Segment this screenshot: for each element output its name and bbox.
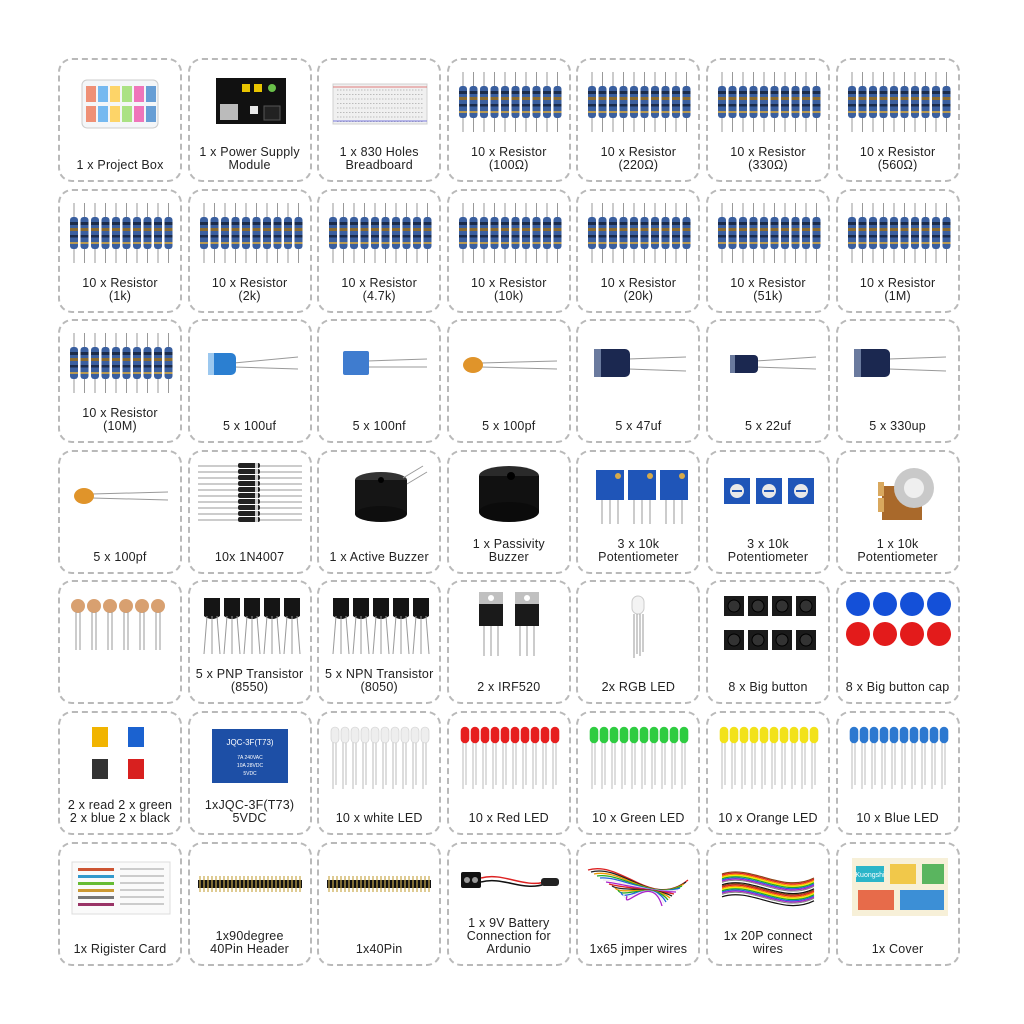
component-tile <box>706 842 830 966</box>
caption-line: 5 x 100nf <box>352 419 406 434</box>
component-tile <box>447 580 571 704</box>
led-blue-icon <box>842 719 954 791</box>
component-tile <box>447 450 571 574</box>
caption-line: 10 x Resistor <box>600 275 677 290</box>
push-button-icon <box>712 588 824 660</box>
component-tile <box>836 711 960 835</box>
caption-line: (51k) <box>753 288 783 303</box>
caption-line: 1 x Project Box <box>76 158 164 172</box>
caption-line: 5 x 330up <box>869 419 926 434</box>
caption-line: 10 x Resistor <box>471 275 547 290</box>
component-caption <box>319 668 439 694</box>
caption-line: 10 x Resistor <box>341 275 417 290</box>
component-caption <box>319 146 439 172</box>
component-caption <box>838 146 958 172</box>
component-caption <box>319 420 439 433</box>
svg-text:5VDC: 5VDC <box>242 771 257 777</box>
caption-line: (220Ω) <box>618 158 659 172</box>
caption-line: 10 x Red LED <box>468 811 549 825</box>
caption-line: 1 x 10k <box>876 536 919 551</box>
register-card-icon <box>64 850 176 922</box>
component-caption <box>449 146 569 172</box>
component-tile <box>58 319 182 443</box>
component-caption <box>190 799 310 825</box>
component-tile <box>836 842 960 966</box>
caption-line: 1x90degree <box>215 928 284 943</box>
component-tile <box>447 189 571 313</box>
caption-line: 10 x Resistor <box>600 145 677 159</box>
caption-line: (10M) <box>103 419 137 434</box>
component-caption <box>449 812 569 825</box>
component-tile <box>836 189 960 313</box>
caption-line: 1 x Active Buzzer <box>329 549 429 564</box>
caption-line: 2 x read 2 x green <box>67 798 173 812</box>
caption-line: 1 x Passivity <box>472 536 545 551</box>
caption-line: 10 x Resistor <box>859 275 936 290</box>
resistor-icon <box>712 197 824 269</box>
component-caption <box>578 681 698 694</box>
ceramic-capacitor-icon <box>453 327 565 399</box>
resistor-icon <box>582 66 694 138</box>
resistor-icon <box>842 197 954 269</box>
caption-line: 10 x Resistor <box>211 275 288 290</box>
caption-line: 1 x Power Supply <box>199 145 300 159</box>
trimmer-potentiometer-small-icon <box>712 458 824 530</box>
resistor-icon <box>194 197 306 269</box>
rgb-led-icon <box>582 588 694 660</box>
caption-line: 2 x IRF520 <box>477 680 541 695</box>
caption-line: wires <box>752 941 784 956</box>
caption-line: 10 x Green LED <box>592 811 685 825</box>
component-caption <box>190 668 310 694</box>
caption-line: 2 x blue 2 x black <box>69 811 171 825</box>
caption-line: 8 x Big button <box>728 680 808 695</box>
component-tile <box>706 450 830 574</box>
caption-line: (8050) <box>360 680 398 695</box>
pin-header-icon <box>323 850 435 922</box>
caption-line: 10 x Blue LED <box>856 811 939 825</box>
transistor-icon <box>323 588 435 660</box>
caption-line: 1xJQC-3F(T73) <box>204 798 295 812</box>
component-tile <box>58 711 182 835</box>
resistor-icon <box>453 197 565 269</box>
relay-icon <box>194 719 306 791</box>
led-green-icon <box>582 719 694 791</box>
component-caption <box>708 146 828 172</box>
caption-line: Breadboard <box>345 158 413 172</box>
component-caption <box>578 146 698 172</box>
caption-line: 1 x 830 Holes <box>339 145 419 159</box>
caption-line: 5 x 22uf <box>744 419 792 434</box>
component-caption <box>60 551 180 564</box>
caption-line: 8 x Big button cap <box>845 680 950 695</box>
caption-line: 10 x Resistor <box>859 145 936 159</box>
component-caption <box>60 159 180 172</box>
svg-text:10A 28VDC: 10A 28VDC <box>236 763 263 769</box>
component-tile <box>706 189 830 313</box>
caption-line: (100Ω) <box>488 158 529 172</box>
component-tile <box>317 842 441 966</box>
caption-line: 10 x Orange LED <box>718 811 818 825</box>
caption-line: 1x65 jmper wires <box>589 941 688 956</box>
caption-line: 40Pin Header <box>210 941 290 956</box>
caption-line: 10 x Resistor <box>730 275 806 290</box>
mosfet-icon <box>453 588 565 660</box>
electrolytic-capacitor-large-icon <box>842 327 954 399</box>
caption-line: (10k) <box>494 288 524 303</box>
resistor-icon <box>64 327 176 399</box>
electrolytic-capacitor-large-icon <box>582 327 694 399</box>
photoresistor-icon <box>64 588 176 660</box>
active-buzzer-icon <box>323 458 435 530</box>
component-caption <box>319 277 439 303</box>
caption-line: (330Ω) <box>748 158 788 172</box>
component-caption <box>449 917 569 956</box>
caption-line: (1k) <box>108 288 132 303</box>
caption-line: 5VDC <box>232 811 267 825</box>
component-caption <box>319 812 439 825</box>
button-cap-icon <box>842 588 954 660</box>
resistor-icon <box>582 197 694 269</box>
component-caption <box>60 799 180 825</box>
component-tile <box>188 189 312 313</box>
component-caption <box>578 420 698 433</box>
caption-line: (8550) <box>230 680 269 695</box>
caption-line: 10 x Resistor <box>82 406 158 421</box>
component-caption <box>708 538 828 564</box>
svg-text:JQC-3F(T73): JQC-3F(T73) <box>226 738 274 747</box>
resistor-icon <box>453 66 565 138</box>
component-tile <box>58 58 182 182</box>
caption-line: 3 x 10k <box>617 536 660 551</box>
caption-line: 1 x 9V Battery <box>468 915 550 930</box>
component-caption <box>708 930 828 956</box>
component-caption <box>190 551 310 564</box>
component-tile <box>317 580 441 704</box>
component-caption <box>578 812 698 825</box>
led-white-icon <box>323 719 435 791</box>
component-tile <box>836 580 960 704</box>
led-orange-icon <box>712 719 824 791</box>
resistor-icon <box>64 197 176 269</box>
caption-line: (20k) <box>623 288 654 303</box>
component-caption <box>578 943 698 956</box>
component-caption <box>319 551 439 564</box>
caption-line: 10 x Resistor <box>730 145 806 159</box>
component-caption <box>708 681 828 694</box>
component-caption <box>838 812 958 825</box>
component-tile <box>188 580 312 704</box>
caption-line: 10 x white LED <box>335 811 423 825</box>
component-tile <box>836 58 960 182</box>
component-caption <box>449 681 569 694</box>
component-caption <box>190 277 310 303</box>
transistor-icon <box>194 588 306 660</box>
component-caption <box>708 277 828 303</box>
component-tile <box>188 842 312 966</box>
component-tile <box>317 189 441 313</box>
svg-text:7A 240VAC: 7A 240VAC <box>236 755 263 761</box>
component-caption <box>838 538 958 564</box>
component-caption <box>449 277 569 303</box>
component-caption <box>60 407 180 433</box>
electrolytic-capacitor-small-icon <box>712 327 824 399</box>
caption-line: 5 x NPN Transistor <box>324 667 434 682</box>
component-caption <box>190 930 310 956</box>
component-tile <box>317 711 441 835</box>
component-tile <box>317 319 441 443</box>
component-tile <box>447 319 571 443</box>
film-capacitor-icon <box>323 327 435 399</box>
caption-line: Buzzer <box>488 549 529 564</box>
component-caption <box>449 538 569 564</box>
component-tile <box>706 711 830 835</box>
rotary-potentiometer-icon <box>842 458 954 530</box>
component-tile <box>58 842 182 966</box>
component-tile <box>188 711 312 835</box>
caption-line: 5 x 100pf <box>93 549 147 564</box>
component-tile <box>58 580 182 704</box>
caption-line: (560Ω) <box>877 158 918 172</box>
caption-line: 1x Cover <box>871 941 924 956</box>
jumper-wires-icon <box>582 850 694 922</box>
component-tile <box>706 58 830 182</box>
component-caption <box>190 146 310 172</box>
diode-icon <box>194 458 306 530</box>
component-tile <box>447 711 571 835</box>
component-tile <box>576 711 700 835</box>
caption-line: 10x 1N4007 <box>214 549 285 564</box>
cover-icon <box>842 850 954 922</box>
component-grid <box>58 58 964 966</box>
caption-line: Potentiometer <box>598 549 679 564</box>
caption-line: 2x RGB LED <box>601 680 676 695</box>
component-caption <box>190 420 310 433</box>
caption-line: (4.7k) <box>362 288 396 303</box>
component-tile <box>188 58 312 182</box>
component-tile <box>317 58 441 182</box>
caption-line: 1x Rigister Card <box>73 941 167 956</box>
pin-header-icon <box>194 850 306 922</box>
component-tile <box>447 58 571 182</box>
caption-line: Potentiometer <box>857 549 938 564</box>
caption-line: (1M) <box>884 288 911 303</box>
breadboard-icon <box>323 66 435 138</box>
component-tile <box>58 450 182 574</box>
project-box-icon <box>64 66 176 138</box>
ribbon-cable-icon <box>712 850 824 922</box>
component-caption <box>708 420 828 433</box>
trimmer-potentiometer-icon <box>582 458 694 530</box>
component-tile <box>576 580 700 704</box>
electrolytic-capacitor-icon <box>194 327 306 399</box>
component-tile <box>317 450 441 574</box>
component-tile <box>58 189 182 313</box>
led-red-icon <box>453 719 565 791</box>
component-caption <box>838 943 958 956</box>
caption-line: 1x40Pin <box>355 941 403 956</box>
caption-line: 1x 20P connect <box>723 928 813 943</box>
caption-line: 3 x 10k <box>747 536 789 551</box>
component-caption <box>60 943 180 956</box>
caption-line: Potentiometer <box>727 549 809 564</box>
caption-line: Module <box>228 158 271 172</box>
resistor-icon <box>712 66 824 138</box>
component-tile <box>706 580 830 704</box>
caption-line: 5 x PNP Transistor <box>195 667 304 682</box>
component-tile <box>576 842 700 966</box>
caption-line: 5 x 47uf <box>615 419 662 434</box>
component-tile <box>836 319 960 443</box>
caption-line: Connection for <box>466 928 551 943</box>
resistor-icon <box>842 66 954 138</box>
component-caption <box>838 420 958 433</box>
component-tile <box>188 450 312 574</box>
component-tile <box>706 319 830 443</box>
jumper-cap-icon <box>64 719 176 791</box>
component-caption <box>708 812 828 825</box>
component-caption <box>838 681 958 694</box>
component-tile <box>576 189 700 313</box>
component-tile <box>447 842 571 966</box>
caption-line: 10 x Resistor <box>471 145 547 159</box>
caption-line: 5 x 100uf <box>222 419 277 434</box>
passive-buzzer-icon <box>453 458 565 530</box>
component-tile <box>576 450 700 574</box>
component-caption <box>578 277 698 303</box>
caption-line: 10 x Resistor <box>82 275 158 290</box>
component-tile <box>576 58 700 182</box>
component-tile <box>188 319 312 443</box>
caption-line: (2k) <box>238 288 261 303</box>
caption-line: Ardunio <box>486 941 532 956</box>
power-supply-module-icon <box>194 66 306 138</box>
component-caption <box>578 538 698 564</box>
ceramic-capacitor-icon <box>64 458 176 530</box>
component-caption <box>60 277 180 303</box>
component-tile <box>576 319 700 443</box>
caption-line: 5 x 100pf <box>482 419 536 434</box>
battery-connector-icon <box>453 850 565 922</box>
component-tile <box>836 450 960 574</box>
component-caption <box>838 277 958 303</box>
svg-text:Kuongshi: Kuongshi <box>854 871 885 879</box>
component-caption <box>449 420 569 433</box>
resistor-icon <box>323 197 435 269</box>
component-caption <box>319 943 439 956</box>
